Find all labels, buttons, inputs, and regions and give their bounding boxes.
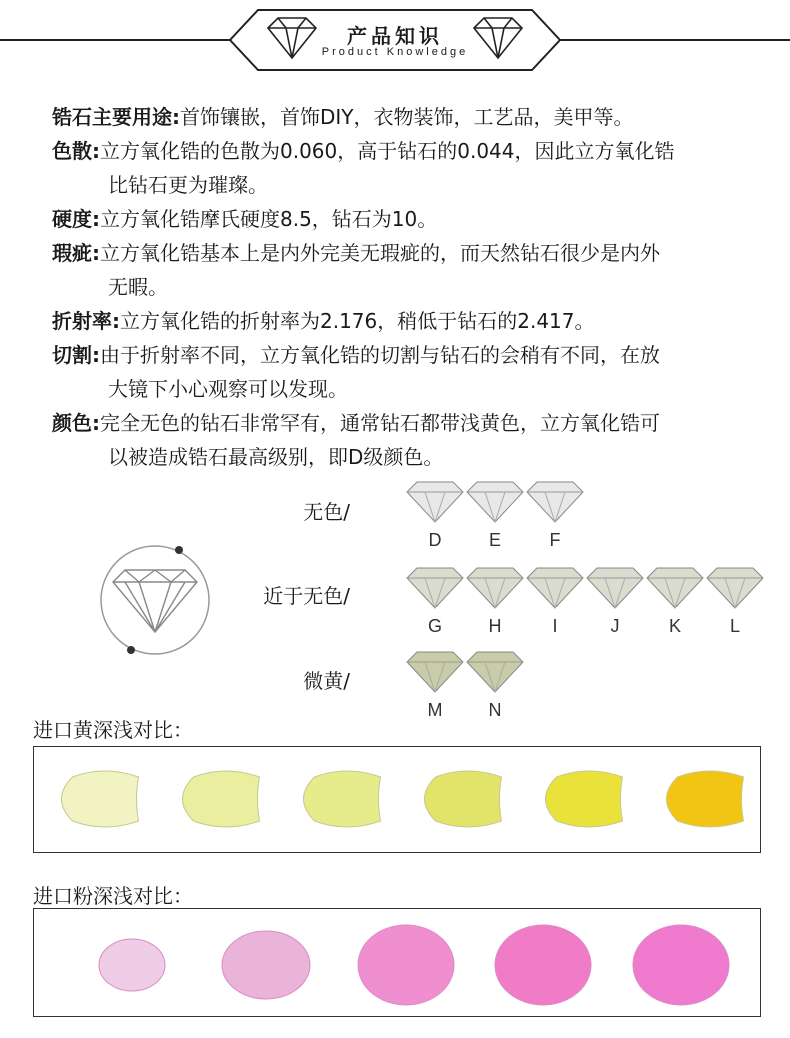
diamond-icon <box>465 480 525 524</box>
yellow-stones <box>34 747 760 852</box>
pink-compare-box <box>33 908 761 1017</box>
grade-label-near-colorless: 近于无色/ <box>263 584 350 608</box>
grade-letter: J <box>610 616 620 636</box>
pink-stone <box>222 931 310 999</box>
diamond-icon <box>525 480 585 524</box>
grade-letter: I <box>552 616 558 636</box>
grade-gem-i <box>525 566 585 637</box>
grade-letter: N <box>488 700 502 720</box>
grade-letter: G <box>427 616 442 636</box>
spec-text: 首饰镶嵌，首饰DIY，衣物装饰，工艺品，美甲等。 <box>180 105 634 129</box>
yellow-stone <box>304 771 381 827</box>
yellow-stone <box>183 771 260 827</box>
spec-label: 折射率: <box>52 309 120 333</box>
diamond-icon <box>405 650 465 694</box>
diamond-icon <box>645 566 705 610</box>
grade-gem-f <box>525 480 585 551</box>
grade-gem-e <box>465 480 525 551</box>
spec-label: 色散: <box>52 139 100 163</box>
grade-gem-g <box>405 566 465 637</box>
grade-letter: H <box>488 616 502 636</box>
grade-row-near-colorless <box>405 566 765 637</box>
spec-text: 完全无色的钻石非常罕有，通常钻石都带浅黄色，立方氧化锆可 <box>100 411 660 435</box>
diamond-emblem-icon <box>95 540 215 660</box>
page-title: 产品知识 <box>347 24 443 48</box>
diamond-icon <box>585 566 645 610</box>
grade-label-faint-yellow: 微黄/ <box>303 669 350 693</box>
spec-text-cont: 大镜下小心观察可以发现。 <box>108 377 348 401</box>
header-banner <box>0 0 790 80</box>
spec-label: 切割: <box>52 343 100 367</box>
grade-label-colorless: 无色/ <box>303 500 350 524</box>
spec-text: 由于折射率不同，立方氧化锆的切割与钻石的会稍有不同，在放 <box>100 343 660 367</box>
pink-stone <box>358 925 454 1005</box>
spec-label: 颜色: <box>52 411 100 435</box>
diamond-icon <box>525 566 585 610</box>
grade-gem-n <box>465 650 525 721</box>
grade-letter: M <box>427 700 443 720</box>
pink-stone <box>495 925 591 1005</box>
grade-gem-d <box>405 480 465 551</box>
spec-list <box>52 100 762 474</box>
grade-letter: F <box>549 530 561 550</box>
pink-compare-title: 进口粉深浅对比： <box>33 884 193 908</box>
diamond-icon <box>405 480 465 524</box>
pink-stone <box>99 939 165 991</box>
spec-refraction <box>52 304 762 338</box>
diamond-icon <box>705 566 765 610</box>
yellow-compare-title: 进口黄深浅对比： <box>33 718 193 742</box>
yellow-compare-box <box>33 746 761 853</box>
diamond-icon <box>405 566 465 610</box>
yellow-stone <box>62 771 139 827</box>
grade-letter: D <box>428 530 442 550</box>
spec-text: 立方氧化锆基本上是内外完美无瑕疵的，而天然钻石很少是内外 <box>100 241 660 265</box>
spec-label: 瑕疵: <box>52 241 100 265</box>
grade-row-faint-yellow <box>405 650 525 721</box>
spec-hardness <box>52 202 762 236</box>
yellow-stone <box>667 771 744 827</box>
spec-label: 锆石主要用途: <box>52 105 180 129</box>
spec-text: 立方氧化锆摩氏硬度8.5，钻石为10。 <box>100 207 438 231</box>
spec-usage <box>52 100 762 134</box>
grade-letter: E <box>488 530 501 550</box>
spec-text: 立方氧化锆的折射率为2.176，稍低于钻石的2.417。 <box>120 309 595 333</box>
pink-stone <box>633 925 729 1005</box>
diamond-icon <box>465 650 525 694</box>
grade-letter: K <box>668 616 681 636</box>
page-subtitle: Product Knowledge <box>321 46 469 58</box>
spec-text-cont: 比钻石更为璀璨。 <box>108 173 268 197</box>
spec-cut <box>52 338 762 406</box>
grade-row-colorless <box>405 480 585 551</box>
grade-gem-l <box>705 566 765 637</box>
grade-gem-j <box>585 566 645 637</box>
yellow-stone <box>546 771 623 827</box>
spec-flaws <box>52 236 762 304</box>
grade-gem-m <box>405 650 465 721</box>
spec-text: 立方氧化锆的色散为0.060，高于钻石的0.044，因此立方氧化锆 <box>100 139 675 163</box>
spec-text-cont: 以被造成锆石最高级别，即D级颜色。 <box>108 445 444 469</box>
grade-gem-h <box>465 566 525 637</box>
spec-text-cont: 无暇。 <box>108 275 168 299</box>
grade-letter: L <box>729 616 740 636</box>
diamond-icon <box>465 566 525 610</box>
spec-dispersion <box>52 134 762 202</box>
spec-label: 硬度: <box>52 207 100 231</box>
grade-gem-k <box>645 566 705 637</box>
spec-color <box>52 406 762 474</box>
yellow-stone <box>425 771 502 827</box>
pink-stones <box>34 909 760 1016</box>
